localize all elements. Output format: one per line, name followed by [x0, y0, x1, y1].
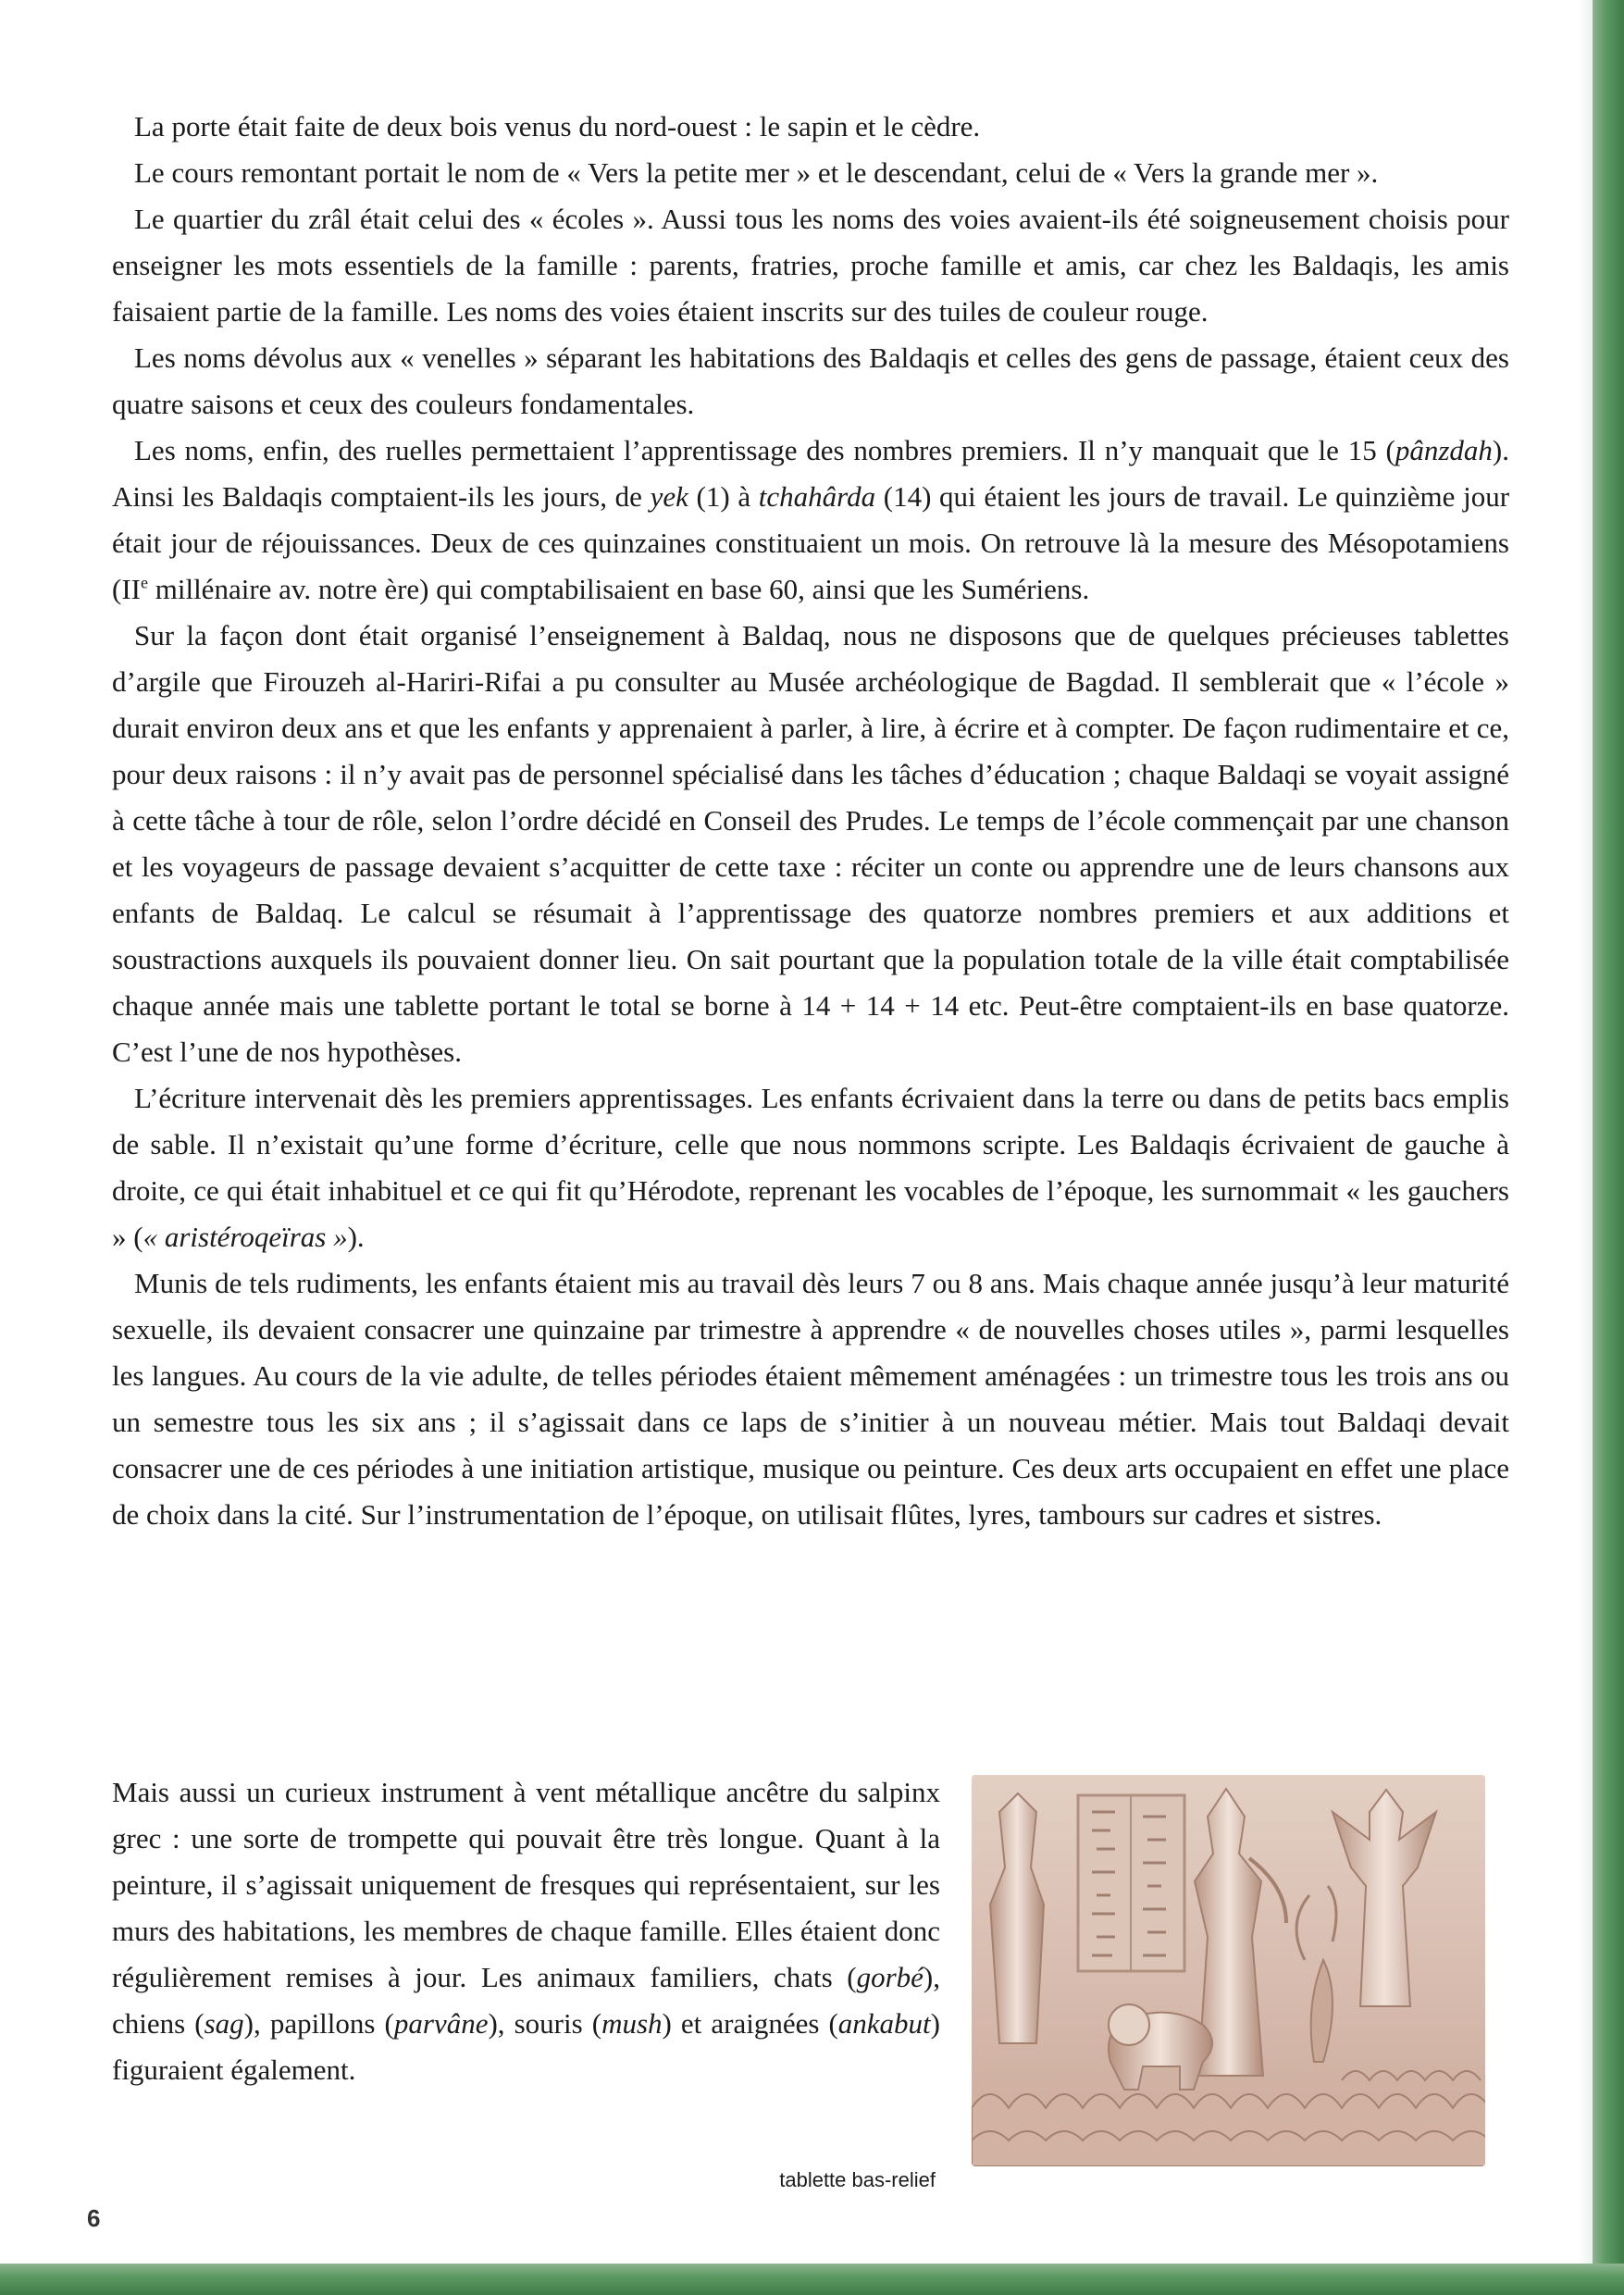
text-run: (14) qui étaient les jours de travail. Le quinzième jour était jour de réjouissances. Deux de ces quinzaines constituaient un mois. On retrouve là la mesure des Mésopotamiens (II	[112, 480, 1510, 605]
bas-relief-image	[972, 1775, 1485, 2166]
body-text	[112, 104, 1509, 1538]
paragraph	[112, 613, 1509, 1075]
green-border-right	[1593, 0, 1624, 2295]
paragraph	[112, 104, 1509, 150]
border-shadow	[1578, 0, 1593, 2264]
paragraph	[112, 150, 1509, 196]
text-run: Le quartier du zrâl était celui des « écoles ». Aussi tous les noms des voies avaient-ils été soigneusement choisis pour enseigner les mots essentiels de la famille : parents, fratries, proche famille et amis, car chez les Baldaqis, les amis faisaient partie de la famille. Les noms des voies étaient inscrits sur des tuiles de couleur rouge.	[112, 203, 1509, 328]
text-run: (1) à	[688, 480, 759, 513]
text-run: L’écriture intervenait dès les premiers apprentissages. Les enfants écrivaient dans la terre ou dans de petits bacs emplis de sable. Il n’existait qu’une forme d’écriture, celle que nous nommons scripte. Les Baldaqis écrivaient de gauche à droite, ce qui était inhabituel et ce qui fit qu’Hérodote, reprenant les vocables de l’époque, les surnommait « les gauchers » (	[112, 1082, 1509, 1253]
italic-term: pânzdah	[1395, 434, 1493, 466]
italic-term: sag	[204, 2007, 244, 2040]
italic-term: tchahârda	[758, 480, 876, 513]
italic-term: mush	[601, 2007, 663, 2040]
text-run: Le cours remontant portait le nom de « Vers la petite mer » et le descendant, celui de « Vers la grande mer ».	[134, 156, 1379, 189]
text-run: ), souris (	[488, 2007, 602, 2040]
text-run: Les noms, enfin, des ruelles permettaient l’apprentissage des nombres premiers. Il n’y manquait que le 15 (	[134, 434, 1395, 466]
paragraph	[112, 428, 1509, 613]
italic-term: parvâne	[393, 2007, 489, 2040]
italic-term: gorbé	[856, 1961, 924, 1993]
paragraph	[112, 1769, 940, 2093]
text-run: Sur la façon dont était organisé l’enseignement à Baldaq, nous ne disposons que de quelques précieuses tablettes d’argile que Firouzeh al-Hariri-Rifai a pu consulter au Musée archéologique de Bagdad. Il semblerait que « l’école » durait environ deux ans et que les enfants y apprenaient à parler, à lire, à écrire et à compter. De façon rudimentaire et ce, pour deux raisons : il n’y avait pas de personnel spécialisé dans les tâches d’éducation ; chaque Baldaqi se voyait assigné à cette tâche à tour de rôle, selon l’ordre décidé en Conseil des Prudes. Le temps de l’école commençait par une chanson et les voyageurs de passage devaient s’acquitter de cette taxe : réciter un conte ou apprendre une de leurs chansons aux enfants de Baldaq. Le calcul se résumait à l’apprentissage des quatorze nombres premiers et aux additions et soustractions auxquels ils pouvaient donner lieu. On sait pourtant que la population totale de la ville était comptabilisée chaque année mais une tablette portant le total se borne à 14 + 14 + 14 etc. Peut-être comptaient-ils en base quatorze. C’est l’une de nos hypothèses.	[112, 619, 1509, 1068]
text-run: ), papillons (	[243, 2007, 394, 2040]
paragraph	[112, 1260, 1509, 1538]
italic-term: « aristéroqeïras »	[143, 1221, 348, 1253]
text-run: ), chiens (	[112, 1961, 940, 2040]
italic-term: ankabut	[837, 2007, 931, 2040]
text-run: ).	[347, 1221, 365, 1253]
text-run: Mais aussi un curieux instrument à vent métallique ancêtre du salpinx grec : une sorte de trompette qui pouvait être très longue. Quant à la peinture, il s’agissait uniquement de fresques qui représentaient, sur les murs des habitations, les membres de chaque famille. Elles étaient donc régulièrement remises à jour. Les animaux familiers, chats (	[112, 1776, 940, 1993]
text-run: ) figuraient également.	[112, 2007, 940, 2086]
text-run: La porte était faite de deux bois venus du nord-ouest : le sapin et le cèdre.	[134, 110, 981, 143]
figure-caption: tablette bas-relief	[779, 2168, 936, 2191]
bas-relief-tablet-image	[972, 1775, 1485, 2166]
text-run: Les noms dévolus aux « venelles » séparant les habitations des Baldaqis et celles des gens de passage, étaient ceux des quatre saisons et ceux des couleurs fondamentales.	[112, 341, 1509, 420]
text-run: millénaire av. notre ère) qui comptabilisaient en base 60, ainsi que les Sumériens.	[147, 573, 1090, 605]
paragraph	[112, 1075, 1509, 1260]
paragraph	[112, 196, 1509, 335]
page-number: 6	[87, 2204, 101, 2232]
text-run: ). Ainsi les Baldaqis comptaient-ils les jours, de	[112, 434, 1509, 513]
superscript: e	[140, 573, 148, 592]
text-run: ) et araignées (	[662, 2007, 838, 2040]
green-border-bottom	[0, 2264, 1624, 2295]
italic-term: yek	[650, 480, 688, 513]
text-beside-figure	[112, 1769, 940, 2093]
text-run: Munis de tels rudiments, les enfants étaient mis au travail dès leurs 7 ou 8 ans. Mais chaque année jusqu’à leur maturité sexuelle, ils devaient consacrer une quinzaine par trimestre à apprendre « de nouvelles choses utiles », parmi lesquelles les langues. Au cours de la vie adulte, de telles périodes étaient mêmement aménagées : un trimestre tous les trois ans ou un semestre tous les six ans ; il s’agissait dans ce laps de s’initier à un nouveau métier. Mais tout Baldaqi devait consacrer une de ces périodes à une initiation artistique, musique ou peinture. Ces deux arts occupaient en effet une place de choix dans la cité. Sur l’instrumentation de l’époque, on utilisait flûtes, lyres, tambours sur cadres et sistres.	[112, 1267, 1509, 1531]
paragraph	[112, 335, 1509, 428]
